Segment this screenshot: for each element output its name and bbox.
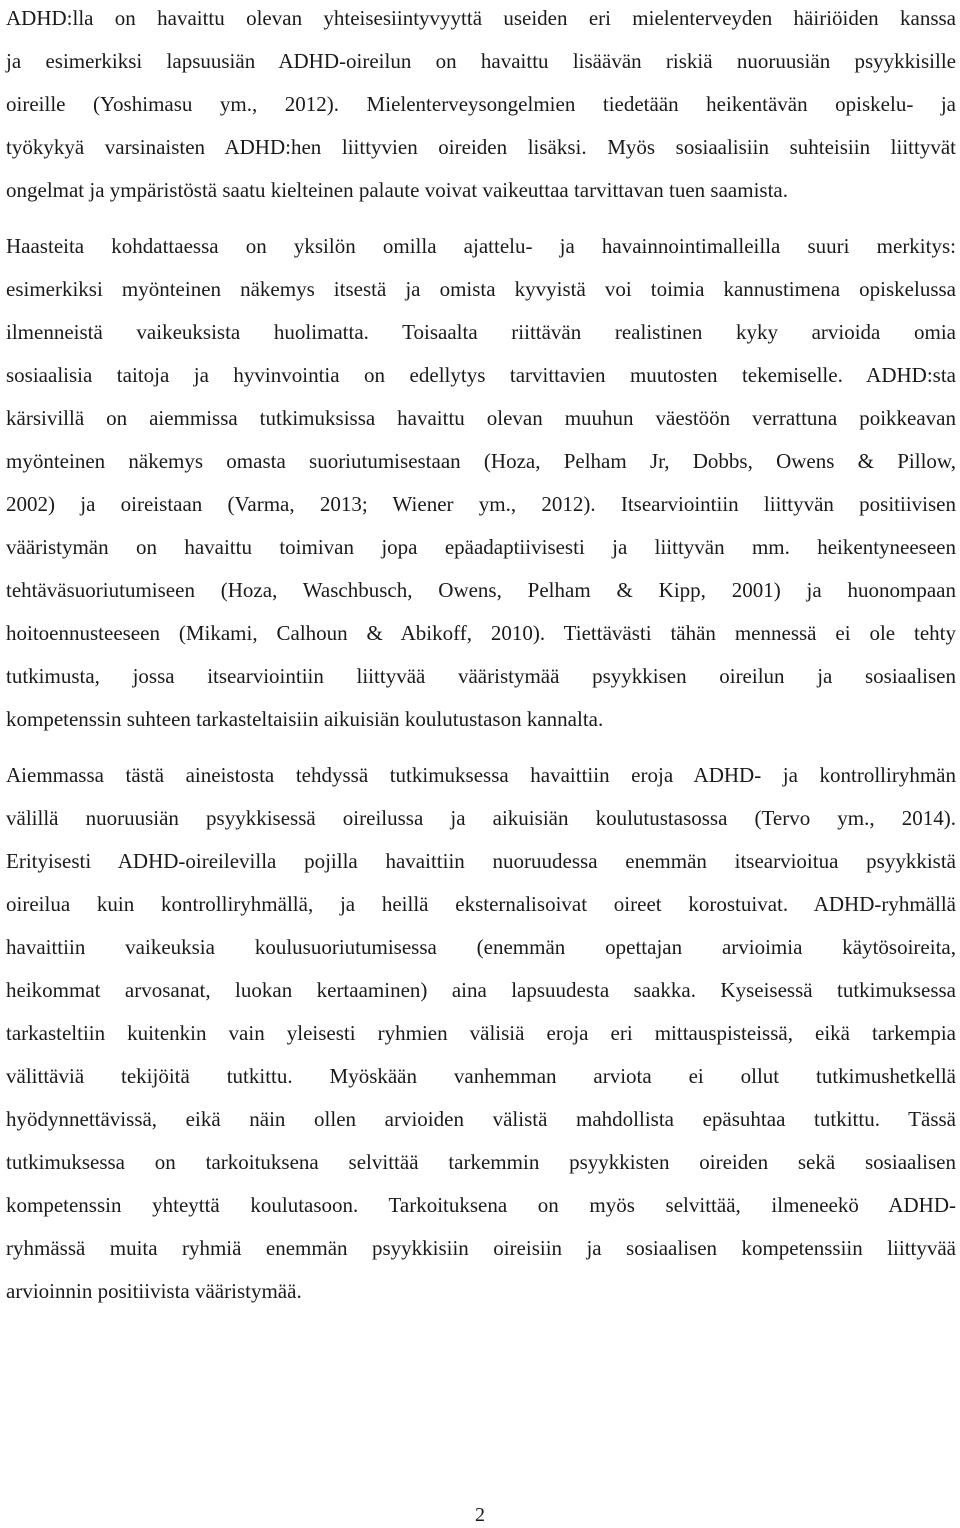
text-line: ongelmat ja ympäristöstä saatu kielteinen palaute voivat vaikeuttaa tarvittavan tuen saamista. xyxy=(6,178,788,202)
text-line: ryhmässä muita ryhmiä enemmän psyykkisiin oireisiin ja sosiaalisen kompetenssiin liittyvää xyxy=(6,1236,956,1260)
text-line: Haasteita kohdattaessa on yksilön omilla ajattelu- ja havainnointimalleilla suuri merkitys: xyxy=(6,234,956,258)
text-line: oireilua kuin kontrolliryhmällä, ja heillä eksternalisoivat oireet korostuivat. ADHD-ryhmällä xyxy=(6,892,956,916)
text-line: hoitoennusteeseen (Mikami, Calhoun & Abikoff, 2010). Tiettävästi tähän mennessä ei ole tehty xyxy=(6,621,956,645)
text-line: tutkimusta, jossa itsearviointiin liittyvää vääristymää psyykkisen oireilun ja sosiaalisen xyxy=(6,664,956,688)
text-line: välittäviä tekijöitä tutkittu. Myöskään vanhemman arviota ei ollut tutkimushetkellä xyxy=(6,1064,956,1088)
text-line: kärsivillä on aiemmissa tutkimuksissa havaittu olevan muuhun väestöön verrattuna poikkeavan xyxy=(6,406,956,430)
text-line: vääristymän on havaittu toimivan jopa epäadaptiivisesti ja liittyvän mm. heikentyneeseen xyxy=(6,535,956,559)
text-line: 2002) ja oireistaan (Varma, 2013; Wiener ym., 2012). Itsearviointiin liittyvän positiivisen xyxy=(6,492,956,516)
text-line: oireille (Yoshimasu ym., 2012). Mielenterveysongelmien tiedetään heikentävän opiskelu- ja xyxy=(6,92,956,116)
text-line: arvioinnin positiivista vääristymää. xyxy=(6,1279,302,1303)
text-line: Erityisesti ADHD-oireilevilla pojilla havaittiin nuoruudessa enemmän itsearvioitua psyykkistä xyxy=(6,849,956,873)
text-line: sosiaalisia taitoja ja hyvinvointia on edellytys tarvittavien muutosten tekemiselle. ADHD:sta xyxy=(6,363,956,387)
text-line: ADHD:lla on havaittu olevan yhteisesiintyvyyttä useiden eri mielenterveyden häiriöiden kanssa xyxy=(6,6,956,30)
text-line: havaittiin vaikeuksia koulusuoriutumisessa (enemmän opettajan arvioimia käytösoireita, xyxy=(6,935,956,959)
text-line: kompetenssin suhteen tarkasteltaisiin aikuisiän koulutustason kannalta. xyxy=(6,707,604,731)
text-line: hyödynnettävissä, eikä näin ollen arvioiden välistä mahdollista epäsuhtaa tutkittu. Tässä xyxy=(6,1107,956,1131)
text-line: ja esimerkiksi lapsuusiän ADHD-oireilun on havaittu lisäävän riskiä nuoruusiän psyykkisille xyxy=(6,49,956,73)
text-line: kompetenssin yhteyttä koulutasoon. Tarkoituksena on myös selvittää, ilmeneekö ADHD- xyxy=(6,1193,956,1217)
text-line: tarkasteltiin kuitenkin vain yleisesti ryhmien välisiä eroja eri mittauspisteissä, eikä tarkempia xyxy=(6,1021,956,1045)
text-line: heikommat arvosanat, luokan kertaaminen) aina lapsuudesta saakka. Kyseisessä tutkimuksessa xyxy=(6,978,956,1002)
text-line: välillä nuoruusiän psyykkisessä oireilussa ja aikuisiän koulutustasossa (Tervo ym., 2014). xyxy=(6,806,956,830)
text-line: esimerkiksi myönteinen näkemys itsestä ja omista kyvyistä voi toimia kannustimena opiskelussa xyxy=(6,277,956,301)
text-line: myönteinen näkemys omasta suoriutumisestaan (Hoza, Pelham Jr, Dobbs, Owens & Pillow, xyxy=(6,449,956,473)
text-line: Aiemmassa tästä aineistosta tehdyssä tutkimuksessa havaittiin eroja ADHD- ja kontrolliryhmän xyxy=(6,763,956,787)
text-line: ilmenneistä vaikeuksista huolimatta. Toisaalta riittävän realistinen kyky arvioida omia xyxy=(6,320,956,344)
text-line: tehtäväsuoriutumiseen (Hoza, Waschbusch, Owens, Pelham & Kipp, 2001) ja huonompaan xyxy=(6,578,956,602)
text-line: tutkimuksessa on tarkoituksena selvittää tarkemmin psyykkisten oireiden sekä sosiaalisen xyxy=(6,1150,956,1174)
page-number: 2 xyxy=(475,1504,485,1526)
text-line: työkykyä varsinaisten ADHD:hen liittyvien oireiden lisäksi. Myös sosiaalisiin suhteisiin liittyvät xyxy=(6,135,956,159)
